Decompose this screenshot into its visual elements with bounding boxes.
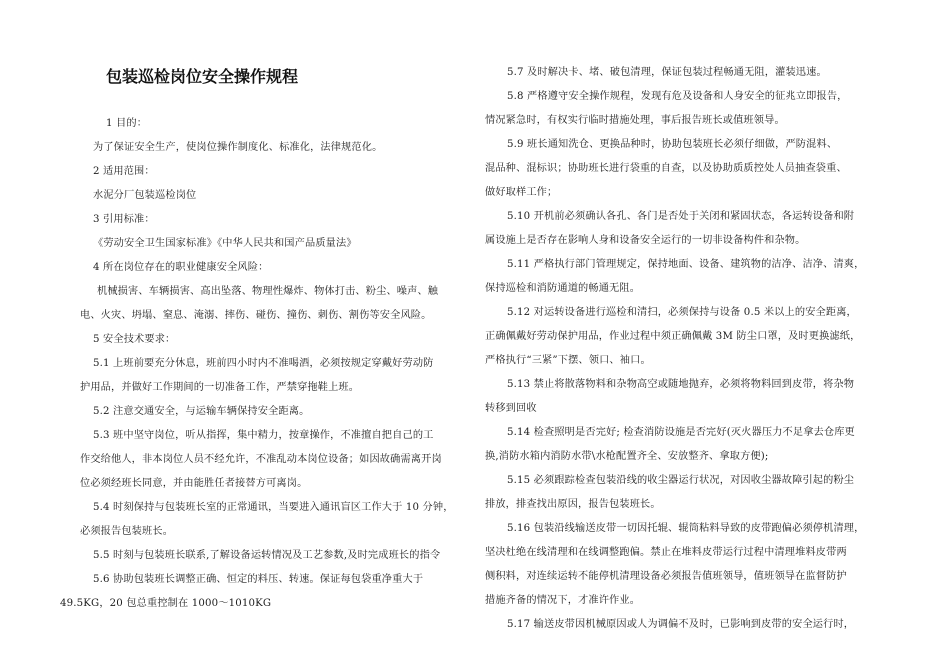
paragraph-line: 坚决杜绝在线清理和在线调整跑偏。禁止在堆料皮带运行过程中清理堆料皮带两 (485, 547, 847, 558)
paragraph-line: 换,消防水箱内消防水带\水枪配置齐全、安放整齐、拿取方便); (485, 451, 769, 462)
paragraph-line: 机械损害、车辆损害、高出坠落、物理性爆炸、物体打击、粉尘、噪声、触 (97, 286, 439, 297)
paragraph-line: 侧积料，对连续运转不能停机清理设备必须报告值班领导，值班领导在监督防护 (485, 571, 847, 582)
paragraph-line: 5.12 对运转设备进行巡检和清扫，必须保持与设备 0.5 米以上的安全距离， (507, 307, 857, 318)
paragraph-line: 5.4 时刻保持与包装班长室的正常通讯，当要进入通讯盲区工作大于 10 分钟， (93, 502, 454, 513)
document-title: 包装巡检岗位安全操作规程 (106, 67, 299, 86)
paragraph-line: 5.15 必须跟踪检查包装沿线的收尘器运行状况，对因收尘器故障引起的粉尘 (507, 475, 855, 486)
paragraph-line: 水泥分厂包装巡检岗位 (93, 190, 197, 201)
paragraph-line: 5.2 注意交通安全，与运输车辆保持安全距离。 (93, 406, 310, 417)
paragraph-line: 情况紧急时，有权实行临时措施处理，事后报告班长或值班领导。 (485, 115, 785, 126)
paragraph-line: 作交给他人，非本岗位人员不经允许，不准乱动本岗位设备；如因故确需离开岗 (80, 454, 442, 465)
section-heading: 3 引用标准： (93, 214, 155, 225)
paragraph-line: 5.11 严格执行部门管理规定，保持地面、设备、建筑物的洁净、洁净、清爽， (507, 259, 865, 270)
paragraph-line: 5.14 检查照明是否完好; 检查消防设施是否完好(灭火器压力不足拿去仓库更 (507, 427, 855, 438)
paragraph-line: 护用品，并做好工作期间的一切准备工作，严禁穿拖鞋上班。 (80, 382, 360, 393)
paragraph-line: 必须报告包装班长。 (80, 526, 174, 537)
paragraph-line: 5.7 及时解决卡、堵、破包清理，保证包装过程畅通无阻，灌装迅速。 (507, 67, 827, 78)
paragraph-line: 保持巡检和消防通道的畅通无阻。 (485, 283, 641, 294)
section-heading: 4 所在岗位存在的职业健康安全风险： (93, 262, 269, 273)
paragraph-line: 5.13 禁止将散落物料和杂物高空或随地抛弃，必须将物料回到皮带，将杂物 (507, 379, 855, 390)
paragraph-line: 5.1 上班前要充分休息，班前四小时内不准喝酒，必须按规定穿戴好劳动防 (93, 358, 434, 369)
paragraph-line: 5.5 时刻与包装班长联系,了解设备运转情况及工艺参数,及时完成班长的指令 (93, 550, 441, 561)
paragraph-line: 49.5KG，20 包总重控制在 1000～1010KG (60, 598, 272, 609)
paragraph-line: 5.9 班长通知洗仓、更换品种时，协助包装班长必须仔细做，严防混料、 (507, 139, 838, 150)
paragraph-line: 电、火灾、坍塌、窒息、淹溺、摔伤、碰伤、撞伤、刺伤、割伤等安全风险。 (80, 310, 432, 321)
paragraph-line: 措施齐备的情况下，才准许作业。 (485, 595, 641, 606)
paragraph-line: 为了保证安全生产，使岗位操作制度化、标准化，法律规范化。 (93, 142, 383, 153)
section-heading: 2 适用范围： (93, 166, 155, 177)
section-heading: 1 目的： (106, 118, 148, 129)
paragraph-line: 混品种、混标识；协助班长进行袋重的自查，以及协助质质控处人员抽查袋重、 (485, 163, 847, 174)
paragraph-line: 5.16 包装沿线输送皮带一切因托辊、辊筒粘料导致的皮带跑偏必须停机清理， (507, 523, 865, 534)
paragraph-line: 严格执行“三紧”下摆、领口、袖口。 (485, 355, 651, 366)
paragraph-line: 做好取样工作； (485, 187, 558, 198)
paragraph-line: 正确佩戴好劳动保护用品，作业过程中须正确佩戴 3M 防尘口罩，及时更换滤纸， (485, 331, 861, 342)
paragraph-line: 排放，排查找出原因，报告包装班长。 (485, 499, 661, 510)
paragraph-line: 《劳动安全卫生国家标准》《中华人民共和国产品质量法》 (93, 238, 357, 249)
paragraph-line: 位必须经班长同意，并由能胜任者接替方可离岗。 (80, 478, 308, 489)
paragraph-line: 5.3 班中坚守岗位，听从指挥，集中精力，按章操作，不准擅自把自己的工 (93, 430, 434, 441)
paragraph-line: 5.17 输送皮带因机械原因或人为调偏不及时，已影响到皮带的安全运行时， (507, 619, 855, 630)
paragraph-line: 5.10 开机前必须确认各孔、各门是否处于关闭和紧固状态，各运转设备和附 (507, 211, 855, 222)
paragraph-line: 5.6 协助包装班长调整正确、恒定的料压、转速。保证每包袋重净重大于 (93, 574, 424, 585)
paragraph-line: 属设施上是否存在影响人身和设备安全运行的一切非设备构件和杂物。 (485, 235, 806, 246)
paragraph-line: 5.8 严格遵守安全操作规程，发现有危及设备和人身安全的征兆立即报告， (507, 91, 848, 102)
paragraph-line: 转移到回收 (485, 403, 537, 414)
section-heading: 5 安全技术要求： (93, 334, 176, 345)
